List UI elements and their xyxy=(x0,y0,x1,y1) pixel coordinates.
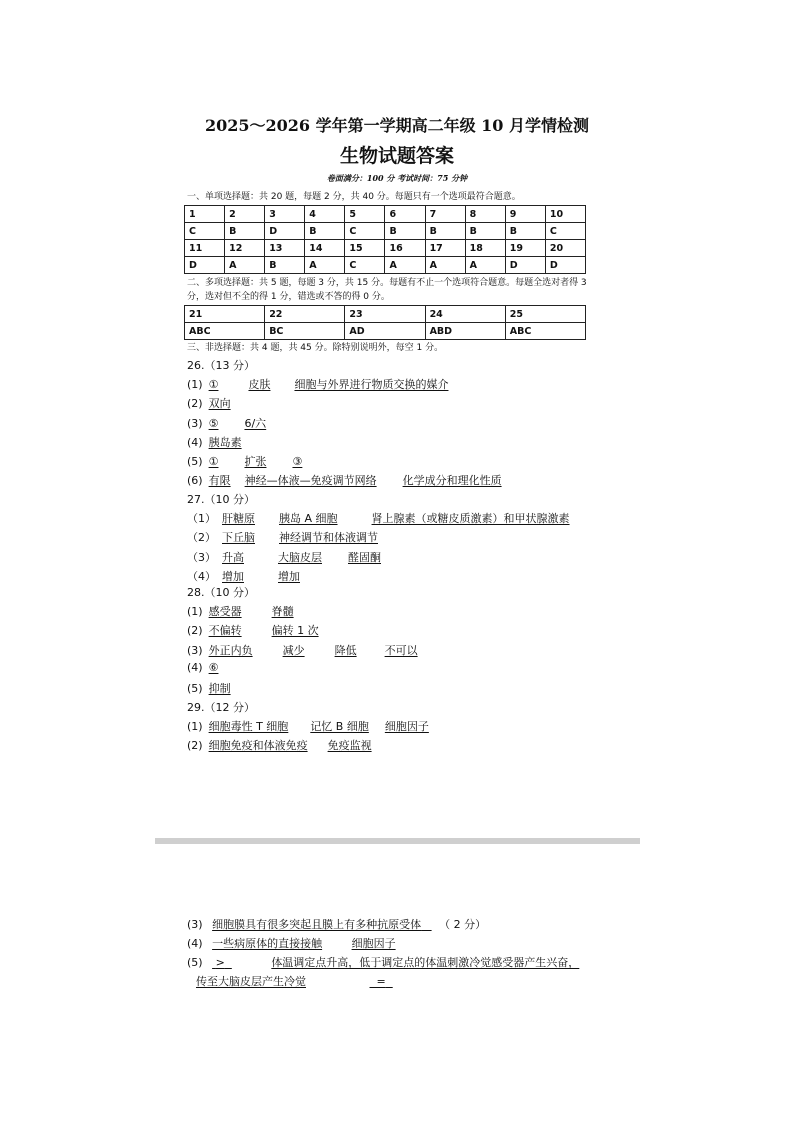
answer: 免疫监视 xyxy=(327,739,372,753)
section3-heading: 三、非选择题：共 4 题，共 45 分。除特别说明外，每空 1 分。 xyxy=(187,343,444,353)
table-cell: 12 xyxy=(225,240,265,257)
line-number: (4) xyxy=(187,435,203,449)
answer: 不可以 xyxy=(384,643,418,657)
single-choice-table xyxy=(184,205,586,274)
table-cell: 4 xyxy=(305,206,345,223)
answer: 增加 xyxy=(278,569,300,583)
line-number: (3) xyxy=(187,416,203,430)
answer: 扩张 xyxy=(244,455,267,468)
table-cell: 10 xyxy=(545,206,585,223)
answer xyxy=(370,975,393,988)
table-cell: 1 xyxy=(185,206,225,223)
answer: 胰岛素 xyxy=(208,435,242,449)
table-cell: AD xyxy=(345,323,425,340)
q29-line-5-cont xyxy=(196,973,393,989)
table-cell: C xyxy=(345,223,385,240)
table-cell: 17 xyxy=(425,240,465,257)
exam-title: 2025～2026 学年第一学期高二年级 10 月学情检测 xyxy=(204,116,590,135)
q27-title: 27.（10 分） xyxy=(187,493,255,506)
answer: 双向 xyxy=(208,397,231,411)
table-cell: ABD xyxy=(425,323,505,340)
answer: 抑制 xyxy=(208,682,231,695)
table-cell: D xyxy=(505,257,545,274)
table-cell: 14 xyxy=(305,240,345,257)
answer-symbol: > xyxy=(215,956,225,969)
table-cell: A xyxy=(305,257,345,274)
table-cell: C xyxy=(185,223,225,240)
table-row xyxy=(185,257,586,274)
table-cell: 13 xyxy=(265,240,305,257)
table-cell: 16 xyxy=(385,240,425,257)
table-cell: 22 xyxy=(265,306,345,323)
answer: 一些病原体的直接接触 xyxy=(212,937,323,950)
line-number: (3) xyxy=(187,918,203,931)
table-cell: B xyxy=(225,223,265,240)
line-number: (4) xyxy=(187,660,203,674)
answer: 不偏转 xyxy=(208,624,242,638)
answer: ⑥ xyxy=(208,660,219,674)
line-number: （4） xyxy=(187,569,216,583)
table-cell: 5 xyxy=(345,206,385,223)
answer: 降低 xyxy=(334,643,357,657)
answer: ③ xyxy=(292,455,303,468)
table-cell: A xyxy=(225,257,265,274)
answer: 脊髓 xyxy=(271,605,294,619)
table-cell: C xyxy=(345,257,385,274)
answer xyxy=(212,956,232,969)
table-cell: B xyxy=(265,257,305,274)
table-cell: 2 xyxy=(225,206,265,223)
table-cell: ABC xyxy=(505,323,585,340)
q28-title: 28.（10 分） xyxy=(187,586,255,599)
table-cell: B xyxy=(305,223,345,240)
table-cell: B xyxy=(465,223,505,240)
score-note: （ 2 分） xyxy=(439,918,487,931)
q29-line-5 xyxy=(187,954,579,970)
table-cell: 3 xyxy=(265,206,305,223)
q26-line-6 xyxy=(187,472,502,488)
answer: 胰岛 A 细胞 xyxy=(279,512,338,526)
q27-line-1 xyxy=(187,510,570,526)
table-cell: 21 xyxy=(185,306,265,323)
answer: 增加 xyxy=(222,569,244,583)
table-cell: 11 xyxy=(185,240,225,257)
q26-title: 26.（13 分） xyxy=(187,359,255,372)
q27-line-3 xyxy=(187,549,381,565)
table-row xyxy=(185,223,586,240)
table-cell: BC xyxy=(265,323,345,340)
answer: 偏转 1 次 xyxy=(271,624,319,638)
table-cell: 20 xyxy=(545,240,585,257)
table-cell: D xyxy=(265,223,305,240)
table-cell: B xyxy=(505,223,545,240)
q26-line-2 xyxy=(187,395,231,411)
table-cell: A xyxy=(385,257,425,274)
answer: 记忆 B 细胞 xyxy=(310,720,369,734)
answer: ① xyxy=(208,455,219,468)
line-number: (5) xyxy=(187,455,203,468)
section1-heading: 一、单项选择题：共 20 题，每题 2 分，共 40 分。每题只有一个选项最符合题意。 xyxy=(187,192,521,202)
answer: ⑤ xyxy=(208,416,219,430)
table-cell: 23 xyxy=(345,306,425,323)
table-cell: ABC xyxy=(185,323,265,340)
table-cell: D xyxy=(545,257,585,274)
q27-line-2 xyxy=(187,529,378,545)
line-number: (4) xyxy=(187,937,203,950)
q26-line-1 xyxy=(187,376,448,392)
q26-line-4 xyxy=(187,434,242,450)
q27-line-4 xyxy=(187,568,300,584)
table-cell: A xyxy=(425,257,465,274)
line-number: (2) xyxy=(187,739,203,753)
line-number: （2） xyxy=(187,531,216,545)
table-cell: A xyxy=(465,257,505,274)
answer: 皮肤 xyxy=(248,378,271,392)
answer: 6/六 xyxy=(244,416,267,430)
answer: 化学成分和理化性质 xyxy=(402,474,502,488)
q29-line-3 xyxy=(187,916,486,932)
answer: 醛固酮 xyxy=(348,550,381,564)
table-cell: 24 xyxy=(425,306,505,323)
line-number: （3） xyxy=(187,550,216,564)
line-number: (3) xyxy=(187,643,203,657)
line-number: (1) xyxy=(187,378,203,392)
answer: 体温调定点升高，低于调定点的体温刺激冷觉感受器产生兴奋， xyxy=(271,956,580,969)
page-divider xyxy=(155,838,640,844)
table-cell: 25 xyxy=(505,306,585,323)
line-number: (1) xyxy=(187,720,203,734)
answer: 细胞膜具有很多突起且膜上有多种抗原受体 xyxy=(212,918,422,931)
table-cell: C xyxy=(545,223,585,240)
answer: 减少 xyxy=(282,643,305,657)
line-number: (5) xyxy=(187,956,203,969)
q28-line-2 xyxy=(187,622,319,638)
answer: 细胞与外界进行物质交换的媒介 xyxy=(294,378,449,392)
answer: ① xyxy=(208,378,219,392)
table-cell: 7 xyxy=(425,206,465,223)
line-number: （1） xyxy=(187,512,216,526)
line-number: (2) xyxy=(187,624,203,638)
table-cell: D xyxy=(185,257,225,274)
line-number: (2) xyxy=(187,397,203,411)
q26-line-5 xyxy=(187,453,302,469)
answer: 下丘脑 xyxy=(222,531,255,545)
table-row xyxy=(185,240,586,257)
answer: 感受器 xyxy=(208,605,242,619)
answer: 有限 xyxy=(208,474,231,488)
table-cell: 18 xyxy=(465,240,505,257)
answer: 神经调节和体液调节 xyxy=(279,531,378,545)
q26-line-3 xyxy=(187,415,266,431)
section2-heading: 二、多项选择题：共 5 题，每题 3 分，共 15 分。每题有不止一个选项符合题意。每题全选对者得 3 分，选对但不全的得 1 分，错选或不答的得 0 分。 xyxy=(187,278,587,302)
table-cell: B xyxy=(385,223,425,240)
q28-line-4 xyxy=(187,661,218,674)
answer: 神经—体液—免疫调节网络 xyxy=(244,474,377,488)
multi-choice-table xyxy=(184,305,586,340)
q28-line-5 xyxy=(187,680,231,696)
answer: 细胞因子 xyxy=(351,937,396,950)
answer: 升高 xyxy=(222,550,244,564)
q29-line-4 xyxy=(187,935,396,951)
table-cell: 15 xyxy=(345,240,385,257)
table-row xyxy=(185,306,586,323)
exam-meta: 卷面满分：100 分 考试时间：75 分钟 xyxy=(326,173,468,183)
answer: 肾上腺素（或糖皮质激素）和甲状腺激素 xyxy=(371,512,570,526)
table-cell: B xyxy=(425,223,465,240)
answer: 细胞毒性 T 细胞 xyxy=(208,720,289,734)
q29-line-2 xyxy=(187,737,372,753)
table-cell: 19 xyxy=(505,240,545,257)
q28-line-3 xyxy=(187,642,418,658)
table-cell: 9 xyxy=(505,206,545,223)
answer: 大脑皮层 xyxy=(278,550,322,564)
answer: 传至大脑皮层产生冷觉 xyxy=(196,975,306,988)
line-number: (1) xyxy=(187,605,203,619)
q28-line-1 xyxy=(187,603,294,619)
answer-title: 生物试题答案 xyxy=(339,145,454,167)
table-cell: 6 xyxy=(385,206,425,223)
answer: 细胞因子 xyxy=(384,720,429,734)
answer-symbol: = xyxy=(376,975,386,988)
answer: 细胞免疫和体液免疫 xyxy=(208,739,308,753)
line-number: (5) xyxy=(187,682,203,695)
answer: 外正内负 xyxy=(208,643,253,657)
table-row xyxy=(185,323,586,340)
table-row xyxy=(185,206,586,223)
q29-line-1 xyxy=(187,718,429,734)
table-cell: 8 xyxy=(465,206,505,223)
line-number: (6) xyxy=(187,474,203,488)
answer: 肝糖原 xyxy=(222,512,255,526)
q29-title: 29.（12 分） xyxy=(187,701,255,714)
